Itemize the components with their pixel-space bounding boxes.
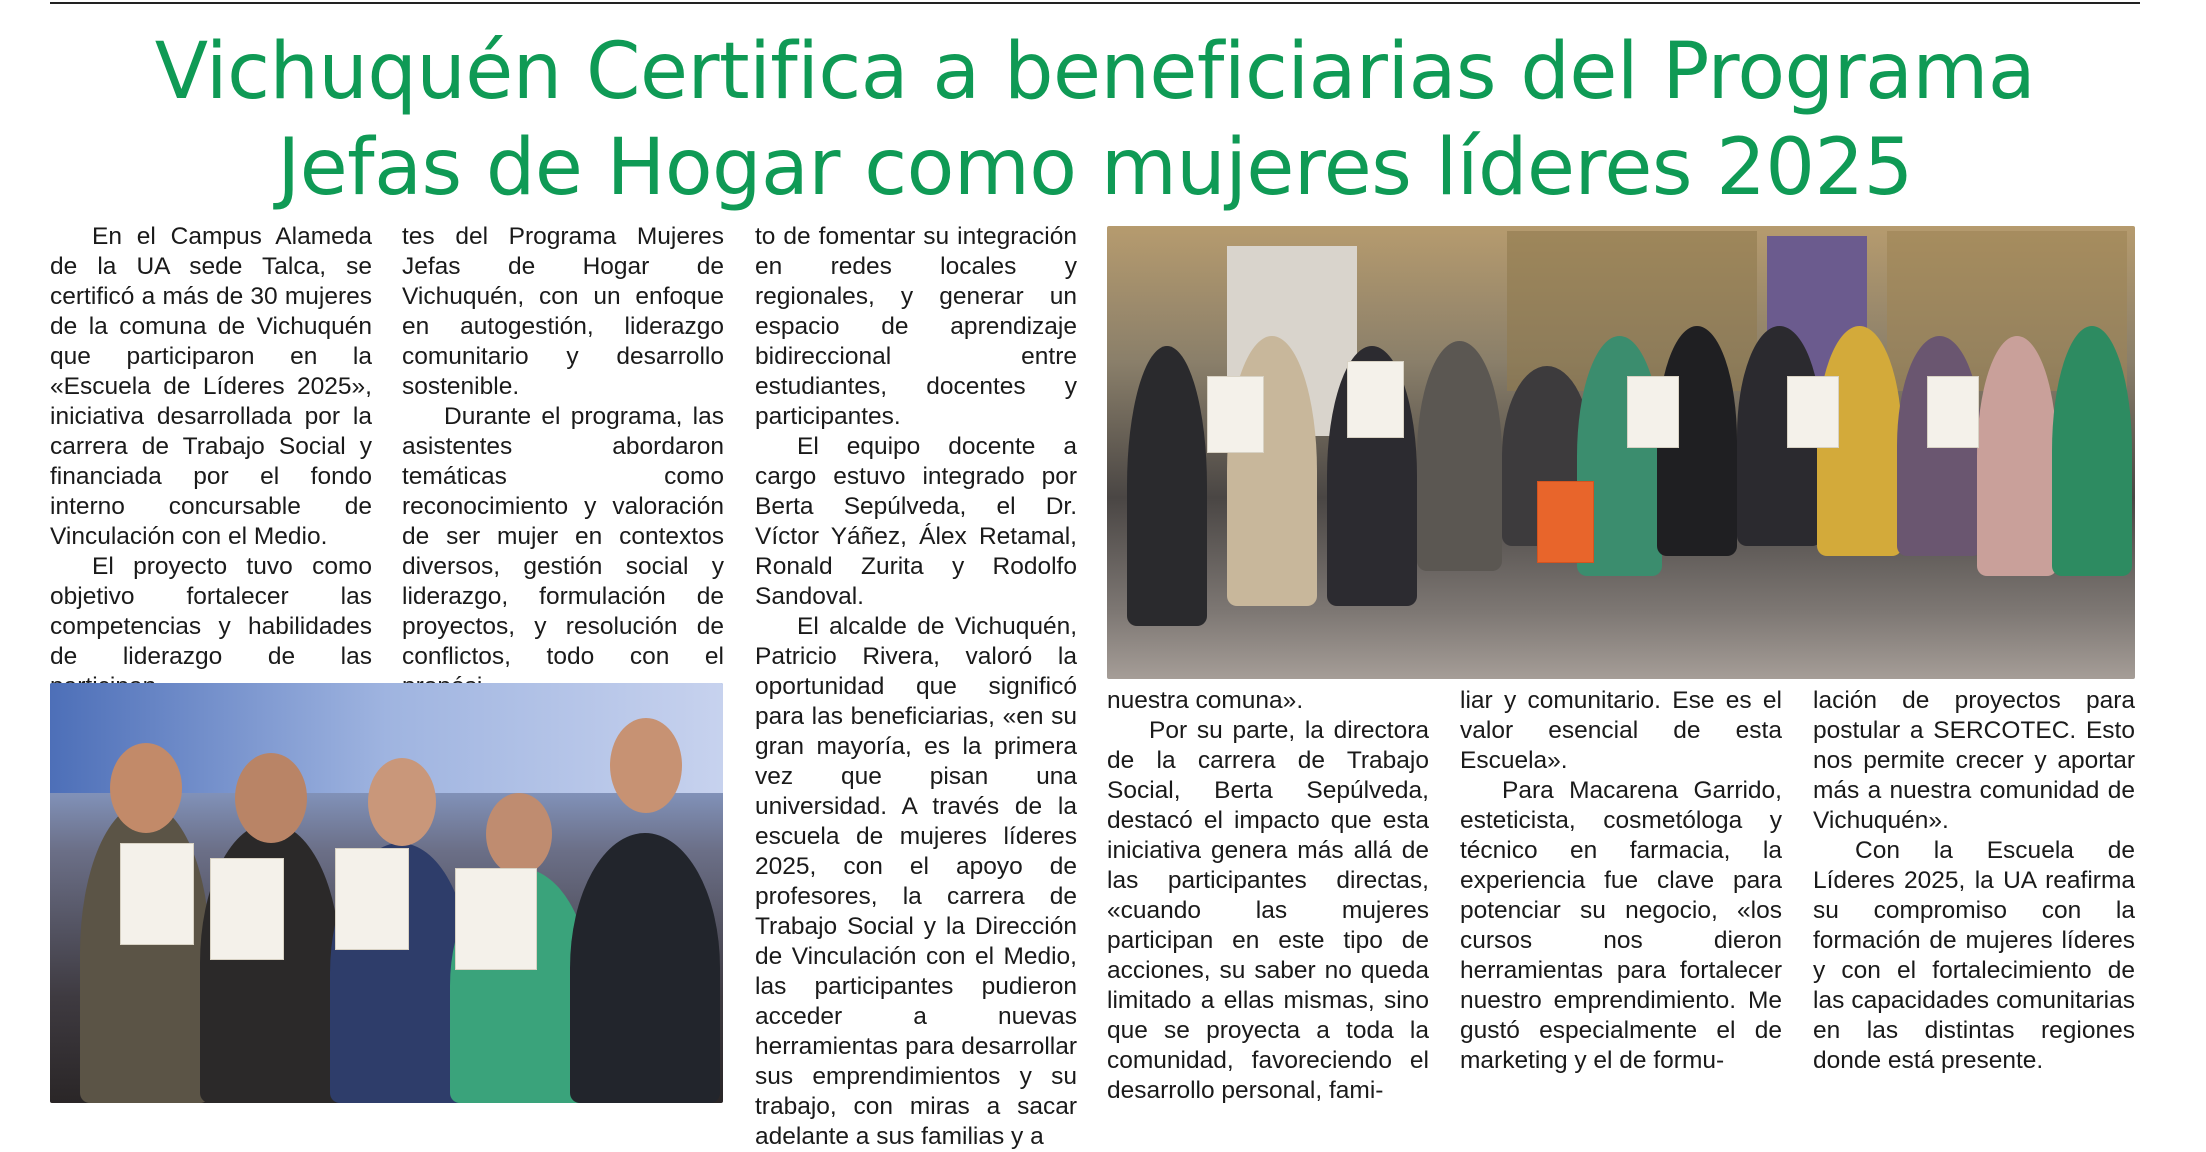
paragraph: liar y comunitario. Ese es el valor esencial de esta Escuela».: [1460, 687, 1782, 774]
paragraph: El proyecto tuvo como objetivo fortalecer las competencias y habilidades de liderazgo de las: [50, 553, 372, 670]
article-column-3: [755, 222, 1077, 1152]
article-column-1: [50, 222, 372, 702]
paragraph: tes del Programa Mujeres Jefas de Hogar de Vichuquén, con un enfoque en autogestión, liderazgo comunitario y desarrollo sostenible.: [402, 223, 724, 400]
paragraph: Con la Escuela de Líderes 2025, la UA reafirma su compromiso con la formación de mujeres líderes y con el fortalecimiento de las capacidades comunitarias en las distintas regiones donde está presente.: [1813, 837, 2135, 1074]
paragraph: to de fomentar su integración en redes locales y regionales, y generar un espacio de aprendizaje bidireccional entre estudiantes, docentes y participantes.: [755, 223, 1077, 430]
article-column-4: [1107, 686, 1429, 1106]
headline-line-2: Jefas de Hogar como mujeres líderes 2025: [277, 123, 1913, 213]
paragraph: Por su parte, la directora de la carrera de Trabajo Social, Berta Sepúlveda, destacó el impacto que esta iniciativa genera más allá de las participantes directas, «cuando las mujeres participan en este tipo de acciones, su saber no queda limitado a ellas mismas, sino que se proyecta a toda la comunidad, favoreciendo el desarrollo personal, fami-: [1107, 717, 1429, 1104]
headline: [50, 24, 2140, 216]
photo-large-group: [1107, 226, 2135, 679]
paragraph: nuestra comuna».: [1107, 687, 1304, 714]
paragraph: El alcalde de Vichuquén, Patricio Rivera, valoró la oportunidad que significó para las beneficiarias, «en su gran mayoría, es la primera vez que pisan una universidad. A través de la escuela de mujeres líderes 2025, con el apoyo de profesores, la carrera de Trabajo Social y la Dirección de Vinculación con el Medio, las participantes pudieron acceder a nuevas herramientas para desarrollar sus emprendimientos y su trabajo, con miras a sacar adelante a sus familias y a: [755, 613, 1077, 1150]
article-column-6: [1813, 686, 2135, 1076]
photo-small-group: [50, 683, 723, 1103]
article-column-2: [402, 222, 724, 702]
paragraph: En el Campus Alameda de la UA sede Talca, se certificó a más de 30 mujeres de la comuna de Vichuquén que participaron en la «Escuela de Líderes 2025», iniciativa desarrollada por la carrera de Trabajo Social y financiada por el fondo interno concursable de Vinculación con el Medio.: [50, 223, 372, 550]
paragraph: Durante el programa, las asistentes abordaron temáticas como reconocimiento y valoración de ser mujer en contextos diversos, gestión social y liderazgo, formulación de proyectos, y resolución de conflictos, todo con el: [402, 403, 724, 670]
top-rule: [50, 2, 2140, 4]
headline-line-1: Vichuquén Certifica a beneficiarias del Programa: [154, 27, 2036, 117]
paragraph: Para Macarena Garrido, esteticista, cosmetóloga y técnico en farmacia, la experiencia fue clave para potenciar su negocio, «los cursos nos dieron herramientas para fortalecer nuestro emprendimiento. Me gustó especialmente el de marketing y el de formu-: [1460, 777, 1782, 1074]
paragraph: lación de proyectos para postular a SERCOTEC. Esto nos permite crecer y aportar más a nuestra comunidad de Vichuquén».: [1813, 687, 2135, 834]
article-column-5: [1460, 686, 1782, 1076]
paragraph: El equipo docente a cargo estuvo integrado por Berta Sepúlveda, el Dr. Víctor Yáñez, Álex Retamal, Ronald Zurita y Rodolfo Sandoval.: [755, 433, 1077, 610]
